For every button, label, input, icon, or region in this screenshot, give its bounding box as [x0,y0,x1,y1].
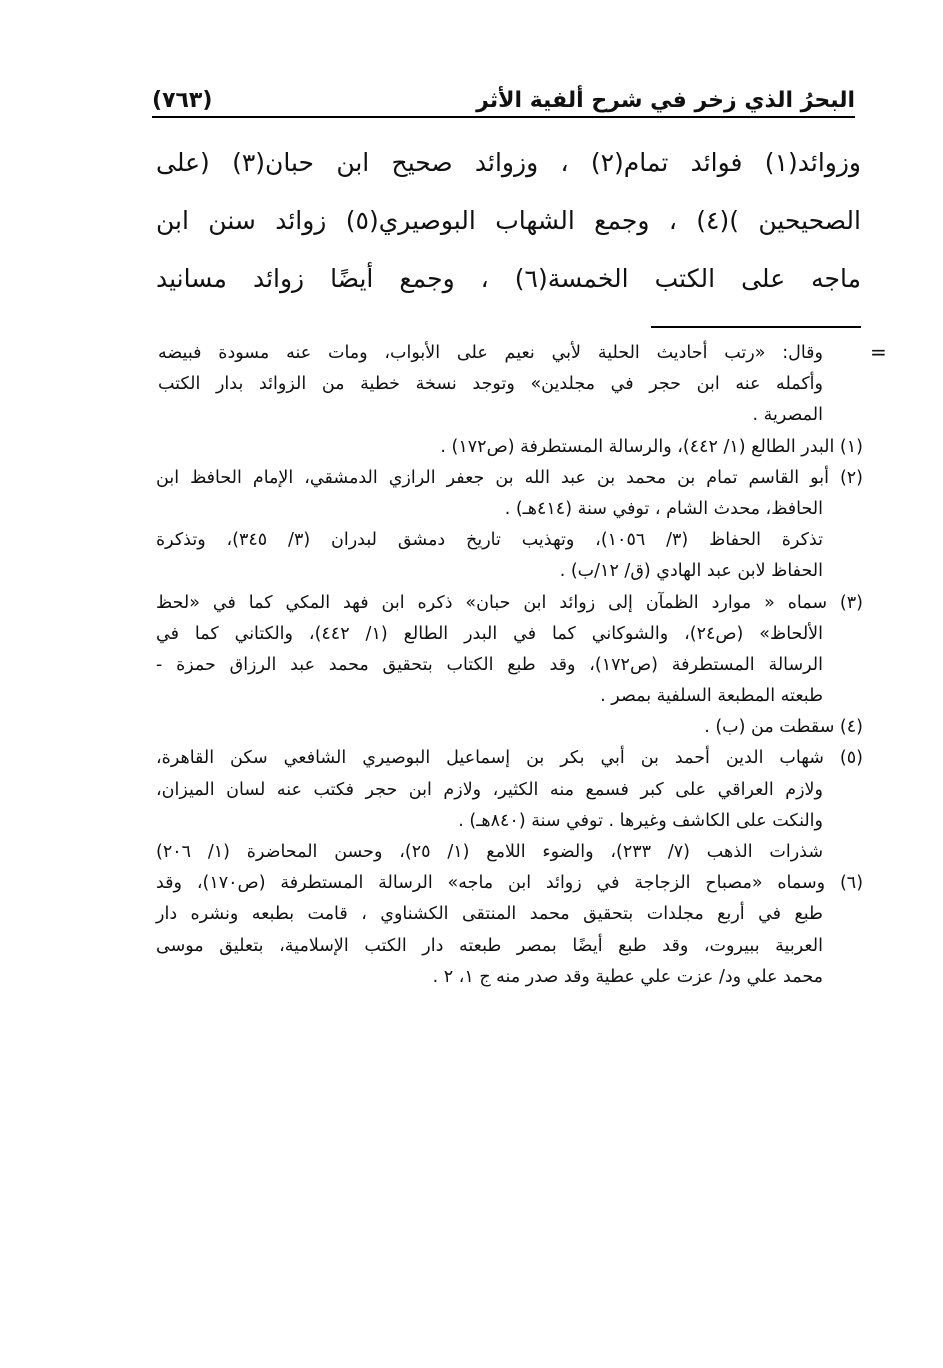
footnote-line: ولازم العراقي على كبر فسمع منه الكثير، ولازم ابن حجر فكتب عنه لسان الميزان، [156,779,823,800]
footnote-line: تذكرة الحفاظ (٣/ ١٠٥٦)، وتهذيب تاريخ دمشق لبدران (٣/ ٣٤٥)، وتذكرة [156,530,824,551]
footnote-6 [156,868,863,993]
footnote-line: (١) البدر الطالع (١/ ٤٤٢)، والرسالة المستطرفة (ص١٧٢) . [440,436,863,457]
page-number: (٧٦٣) [152,88,213,113]
footnote-line: وقال: «رتب أحاديث الحلية لأبي نعيم على الأبواب، ومات عنه مسودة فبيضه [158,343,823,363]
footnote-line: الألحاظ» (ص٢٤)، والشوكاني كما في البدر الطالع (١/ ٤٤٢)، والكتاني كما في [156,623,824,644]
footnote-line: (٥) شهاب الدين أحمد بن أبي بكر بن إسماعيل البوصيري الشافعي سكن القاهرة، [156,748,863,769]
continuation-marker: = [870,340,887,364]
main-body-text [156,134,861,308]
footnote-line: (٣) سماه « موارد الظمآن إلى زوائد ابن حبان» ذكره ابن فهد المكي كما في «لحظ [156,592,863,613]
body-line: الصحيحين )(٤) ، وجمع الشهاب البوصيري(٥) زوائد سنن ابن [156,206,861,235]
footnote-separator [651,326,861,328]
footnote-line: محمد علي ود/ عزت علي عطية وقد صدر منه ج ١، ٢ . [432,966,823,987]
footnote-line: الرسالة المستطرفة (ص١٧٢)، وقد طبع الكتاب بتحقيق محمد عبد الرزاق حمزة - [156,654,823,675]
footnote-1 [156,432,863,463]
body-line: وزوائد(١) فوائد تمام(٢) ، وزوائد صحيح ابن حبان(٣) (على [156,148,861,177]
footnote-line: الحافظ، محدث الشام ، توفي سنة (٤١٤هـ) . [504,498,823,519]
footnote-4 [156,712,863,743]
footnote-2 [156,463,863,588]
footnote-line: والنكت على الكاشف وغيرها . توفي سنة (٨٤٠هـ) . [458,810,823,831]
footnote-line: العربية ببيروت، وقد طبع أيضًا بمصر طبعته دار الكتب الإسلامية، بتعليق موسى [156,935,823,956]
body-line: ماجه على الكتب الخمسة(٦) ، وجمع أيضًا زوائد مسانيد [156,264,862,293]
footnote-5 [156,743,863,868]
book-title: البحرُ الذي زخر في شرح ألفية الأثر [476,88,855,113]
footnote-continued [158,338,863,432]
footnote-line: (٢) أبو القاسم تمام بن محمد بن عبد الله بن جعفر الرازي الدمشقي، الإمام الحافظ ابن [156,467,863,488]
footnotes [156,338,863,993]
footnote-line: الحفاظ لابن عبد الهادي (ق/ ١٢/ب) . [559,561,823,582]
footnote-line: المصرية . [752,405,823,426]
footnote-3 [156,588,863,713]
footnote-line: (٤) سقطت من (ب) . [704,717,863,738]
running-header [152,82,855,118]
footnote-line: طبع في أربع مجلدات بتحقيق محمد المنتقى الكشناوي ، قامت بطبعه ونشره دار [156,904,823,925]
footnote-line: (٦) وسماه «مصباح الزجاجة في زوائد ابن ماجه» الرسالة المستطرفة (ص١٧٠)، وقد [156,873,864,894]
footnote-line: شذرات الذهب (٧/ ٢٣٣)، والضوء اللامع (١/ ٢٥)، وحسن المحاضرة (١/ ٢٠٦) [156,842,824,862]
footnote-line: طبعته المطبعة السلفية بمصر . [600,686,823,707]
footnote-line: وأكمله عنه ابن حجر في مجلدين» وتوجد نسخة خطية من الزوائد بدار الكتب [158,374,823,395]
